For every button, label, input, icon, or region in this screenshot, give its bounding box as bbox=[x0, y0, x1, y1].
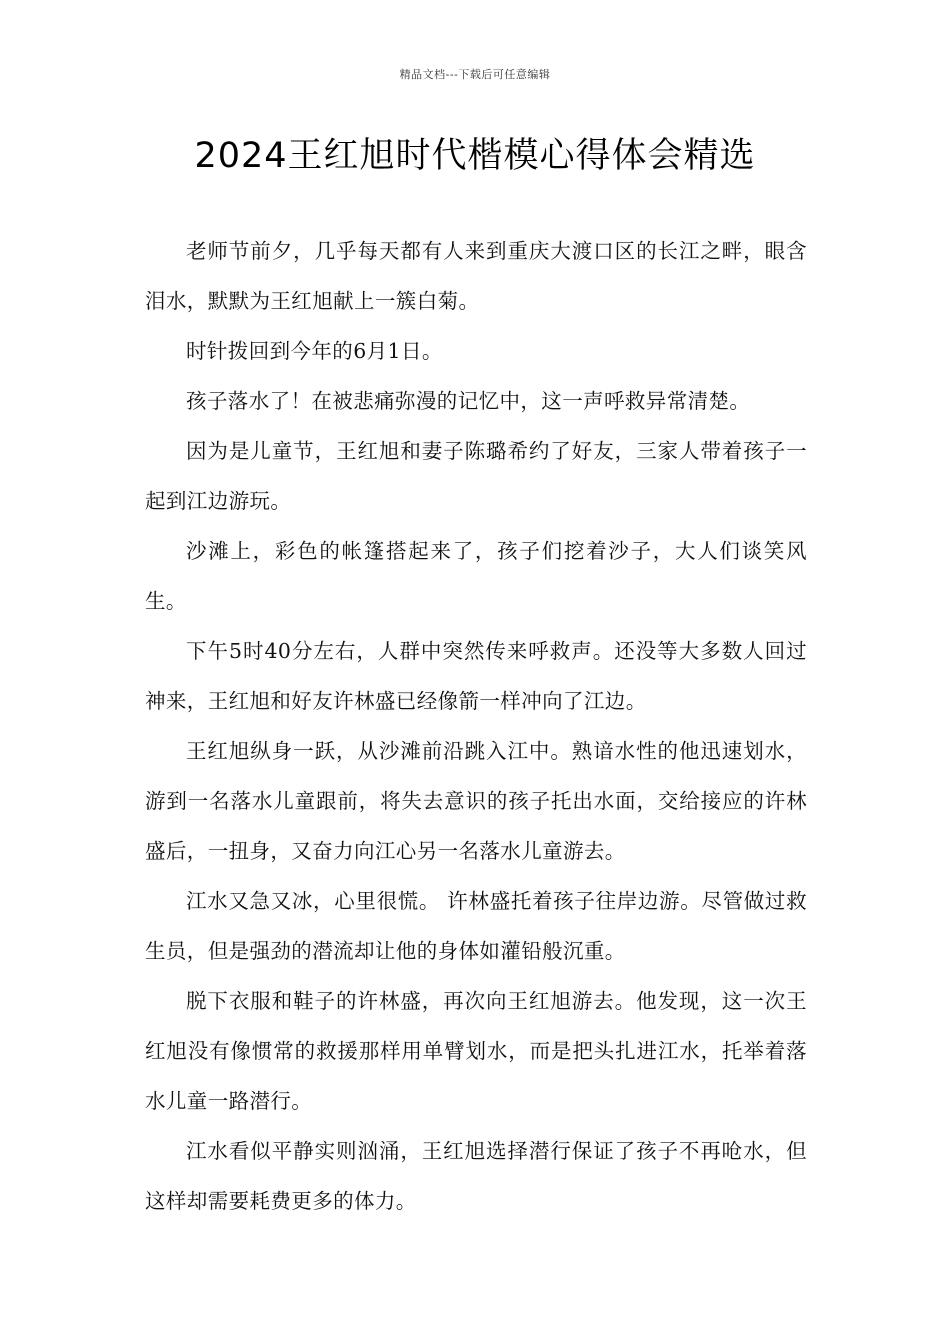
document-body bbox=[145, 226, 807, 1226]
header-note: 精品文档---下载后可任意编辑 bbox=[399, 68, 551, 81]
paragraph: 老师节前夕，几乎每天都有人来到重庆大渡口区的长江之畔，眼含泪水，默默为王红旭献上一簇白菊。 bbox=[145, 239, 807, 313]
paragraph: 王红旭纵身一跃，从沙滩前沿跳入江中。熟谙水性的他迅速划水，游到一名落水儿童跟前，将失去意识的孩子托出水面，交给接应的许林盛后，一扭身，又奋力向江心另一名落水儿童游去。 bbox=[145, 739, 807, 863]
paragraph: 脱下衣服和鞋子的许林盛，再次向王红旭游去。他发现，这一次王红旭没有像惯常的救援那样用单臂划水，而是把头扎进江水，托举着落水儿童一路潜行。 bbox=[145, 989, 807, 1113]
paragraph: 时针拨回到今年的6月1日。 bbox=[186, 339, 443, 363]
paragraph: 下午5时40分左右，人群中突然传来呼救声。还没等大多数人回过神来，王红旭和好友许林盛已经像箭一样冲向了江边。 bbox=[145, 639, 807, 713]
paragraph: 江水看似平静实则汹涌，王红旭选择潜行保证了孩子不再呛水，但这样却需要耗费更多的体力。 bbox=[145, 1139, 807, 1213]
paragraph: 因为是儿童节，王红旭和妻子陈璐希约了好友，三家人带着孩子一起到江边游玩。 bbox=[145, 439, 807, 513]
document-title: 2024王红旭时代楷模心得体会精选 bbox=[194, 136, 756, 176]
paragraph: 孩子落水了！在被悲痛弥漫的记忆中，这一声呼救异常清楚。 bbox=[186, 389, 751, 413]
paragraph: 沙滩上，彩色的帐篷搭起来了，孩子们挖着沙子，大人们谈笑风生。 bbox=[145, 539, 807, 613]
paragraph: 江水又急又冰，心里很慌。 许林盛托着孩子往岸边游。尽管做过救生员，但是强劲的潜流却让他的身体如灌铅般沉重。 bbox=[145, 889, 807, 963]
